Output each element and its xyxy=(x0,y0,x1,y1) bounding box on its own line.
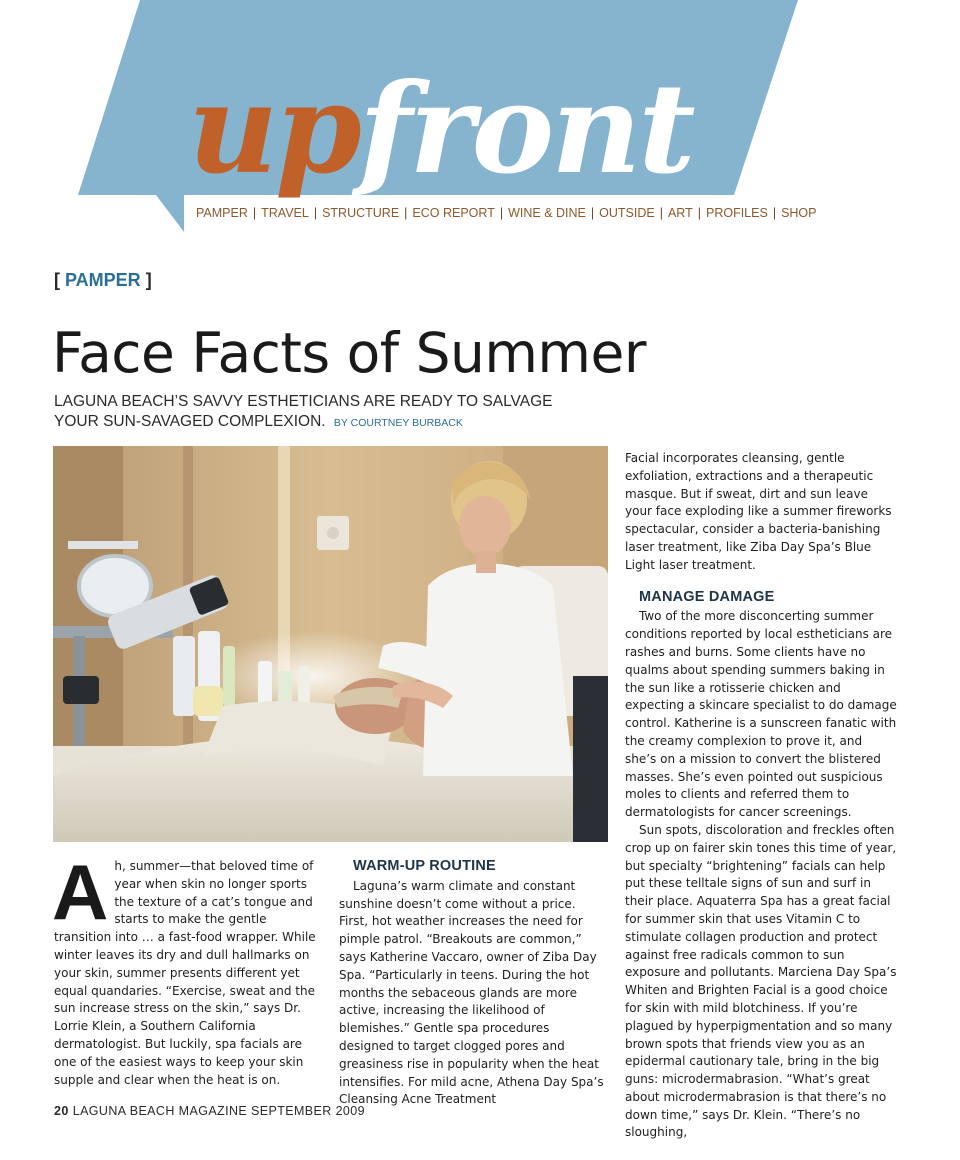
nav-item-structure[interactable]: STRUCTURE xyxy=(322,206,400,220)
page-footer xyxy=(54,1104,365,1118)
nav-separator: | xyxy=(772,206,777,220)
nav-separator: | xyxy=(499,206,504,220)
nav-item-travel[interactable]: TRAVEL xyxy=(261,206,309,220)
article-title: Face Facts of Summer xyxy=(52,321,646,385)
nav-item-art[interactable]: ART xyxy=(667,206,693,220)
nav-separator: | xyxy=(697,206,701,220)
nav-item-profiles[interactable]: PROFILES xyxy=(705,206,768,220)
nav-separator: | xyxy=(590,206,595,220)
nav-item-eco-report[interactable]: ECO REPORT xyxy=(412,206,495,220)
nav-item-shop[interactable]: SHOP xyxy=(781,206,817,220)
dek-text: LAGUNA BEACH’S SAVVY ESTHETICIANS ARE READY TO SALVAGE YOUR SUN-SAVAGED COMPLEXION. xyxy=(54,393,553,430)
section-nav xyxy=(196,206,817,220)
column-2-text: Laguna’s warm climate and constant sunshine doesn’t come without a price. First, hot weather increases the need for pimple patrol. “Breakouts are common,” says Katherine Vaccaro, owner of Ziba Day Spa. “Particularly in teens. During the hot months the sebaceous glands are more active, increasing the likelihood of blemishes.” Gentle spa procedures designed to target clogged pores and greasiness rise in popularity when the heat intensifies. For mild acne, Athena Day Spa’s Cleansing Acne Treatment xyxy=(339,878,604,1107)
column-3-text-3: Sun spots, discoloration and freckles often crop up on fairer skin tones this time of year, but specialty “brightening” facials can help put these telltale signs of sun and surf in their place. Aquaterra Spa has a great facial for summer skin that uses Vitamin C to stimulate collagen production and protect against free radicals common to sun exposure and pollutants. Marciena Day Spa’s Whiten and Brighten Facial is a good choice for skin with mild blotchiness. If you’re plagued by hyperpigmentation and so many brown spots that friends view you as an epidermal cautionary tale, bring in the big guns: microdermabrasion. “What’s great about microdermabrasion is that there’s no down time,” says Dr. Klein. “There’s no sloughing, xyxy=(625,822,897,1140)
nav-item-wine-dine[interactable]: WINE & DINE xyxy=(508,206,586,220)
nav-separator: | xyxy=(659,206,663,220)
article-dek xyxy=(54,392,594,433)
nav-item-pamper[interactable]: PAMPER xyxy=(196,206,248,220)
byline: BY COURTNEY BURBACK xyxy=(333,417,463,429)
column-3-text-1: Facial incorporates cleansing, gentle exfoliation, extractions and a therapeutic masque. But if sweat, dirt and sun leave your face exploding like a summer fireworks spectacular, consider a bacteria-banishing laser treatment, like Ziba Day Spa’s Blue Light laser treatment. xyxy=(625,451,892,572)
masthead-logo-front: front xyxy=(358,57,693,202)
nav-separator: | xyxy=(252,206,257,220)
page-number: 20 xyxy=(54,1104,69,1118)
masthead-logo xyxy=(188,57,695,202)
section-tag-open: [ xyxy=(54,270,65,290)
masthead-banner xyxy=(0,0,960,240)
column-1-text: h, summer—that beloved time of year when skin no longer sports the texture of a cat’s tongue and starts to make the gentle transition into … a fast-food wrapper. While winter leaves its dry and dull hallmarks on your skin, summer presents different yet equal quandaries. “Exercise, sweat and the sun increase stress on the skin,” says Dr. Lorrie Klein, a Southern California dermatologist. But luckily, spa facials are one of the easiest ways to keep your skin supple and clear when the heat is on. xyxy=(54,859,316,1087)
section-tag-name: PAMPER xyxy=(65,270,141,290)
nav-separator: | xyxy=(404,206,408,220)
section-tag xyxy=(54,270,152,291)
column-3-text-2: Two of the more disconcerting summer conditions reported by local estheticians are rashes and burns. Some clients have no qualms about spending summers baking in the sun like a rotisserie chicken and expecting a skincare specialist to do damage control. Katherine is a sunscreen fanatic with the creamy complexion to prove it, and she’s on a mission to convert the blistered masses. She’s even pointed out suspicious moles to clients and referred them to dermatologists for cancer screenings. xyxy=(625,609,897,820)
subhead-manage-damage: MANAGE DAMAGE xyxy=(639,588,775,605)
article-column-2 xyxy=(339,858,607,1109)
article-column-1 xyxy=(52,848,316,1089)
nav-separator: | xyxy=(313,206,318,220)
nav-item-outside[interactable]: OUTSIDE xyxy=(599,206,655,220)
drop-cap: A xyxy=(52,848,109,936)
section-tag-close: ] xyxy=(140,270,152,290)
spa-facial-photo xyxy=(53,446,608,842)
article-column-3 xyxy=(625,450,897,1142)
masthead-logo-up: up xyxy=(188,57,359,202)
publication-info: LAGUNA BEACH MAGAZINE SEPTEMBER 2009 xyxy=(72,1104,365,1118)
subhead-warm-up-routine: WARM-UP ROUTINE xyxy=(353,858,496,874)
